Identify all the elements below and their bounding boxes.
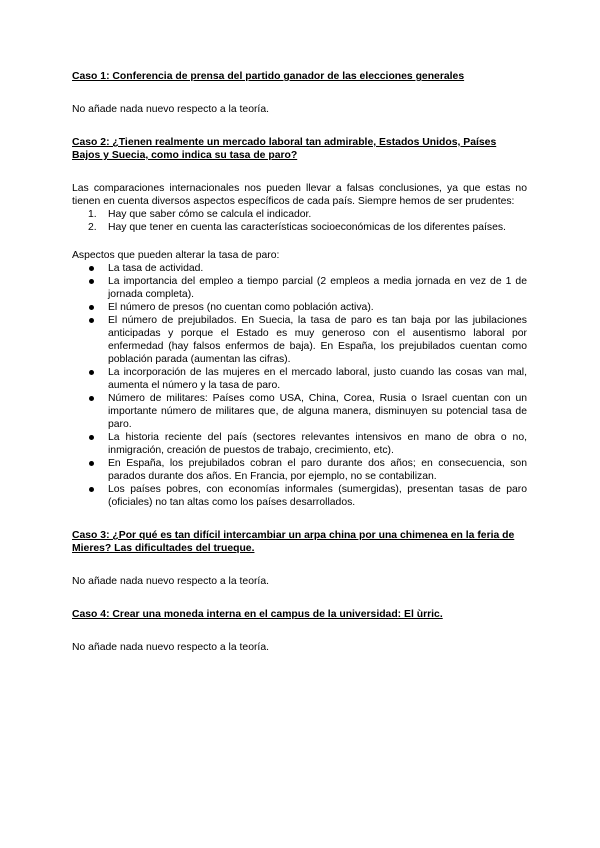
list-marker: 1. bbox=[88, 209, 97, 220]
list-item bbox=[72, 392, 527, 431]
list-item-text: La tasa de actividad. bbox=[108, 263, 204, 274]
aspects-title: Aspectos que pueden alterar la tasa de paro: bbox=[72, 250, 280, 261]
case-1-heading: Caso 1: Conferencia de prensa del partido ganador de las elecciones generales bbox=[72, 71, 465, 82]
list-item bbox=[72, 262, 527, 275]
list-item-text: El número de presos (no cuentan como población activa). bbox=[108, 302, 374, 313]
bullet-icon bbox=[89, 487, 94, 492]
list-item-text: La incorporación de las mujeres en el mercado laboral, justo cuando las cosas van mal, aumenta el número y la tasa de paro. bbox=[108, 367, 527, 391]
list-marker: 2. bbox=[88, 222, 97, 233]
bullet-icon bbox=[89, 266, 94, 271]
numbered-list bbox=[72, 208, 527, 234]
bullet-icon bbox=[89, 396, 94, 401]
list-item bbox=[72, 457, 527, 483]
list-item-text: Hay que saber cómo se calcula el indicador. bbox=[108, 209, 312, 220]
list-item bbox=[72, 275, 527, 301]
list-item bbox=[72, 208, 527, 221]
list-item bbox=[72, 221, 527, 234]
list-item-text: La importancia del empleo a tiempo parcial (2 empleos a media jornada en vez de 1 de jornada completa). bbox=[108, 276, 527, 300]
list-item-text: La historia reciente del país (sectores relevantes intensivos en mano de obra o no, inmigración, creación de puestos de trabajo, crecimiento, etc). bbox=[108, 432, 527, 456]
case-2-heading: Caso 2: ¿Tienen realmente un mercado laboral tan admirable, Estados Unidos, Países Bajos y Suecia, como indica su tasa de paro? bbox=[72, 137, 497, 161]
bullet-icon bbox=[89, 279, 94, 284]
list-item bbox=[72, 301, 527, 314]
list-item bbox=[72, 483, 527, 509]
list-item bbox=[72, 314, 527, 366]
list-item bbox=[72, 431, 527, 457]
case-4-text: No añade nada nuevo respecto a la teoría. bbox=[72, 642, 269, 653]
list-item bbox=[72, 366, 527, 392]
list-item-text: Los países pobres, con economías informales (sumergidas), presentan tasas de paro (oficiales) no tan altas como los países desarrollados. bbox=[108, 484, 527, 508]
bullet-icon bbox=[89, 370, 94, 375]
list-item-text: Número de militares: Países como USA, China, Corea, Rusia o Israel cuentan con un importante número de militares que, de alguna manera, disminuyen su potencial tasa de paro. bbox=[108, 393, 527, 430]
document-page bbox=[72, 70, 527, 654]
case-2-intro: Las comparaciones internacionales nos pueden llevar a falsas conclusiones, ya que estas no tienen en cuenta diversos aspectos específicos de cada país. Siempre hemos de ser prudentes: bbox=[72, 183, 527, 207]
case-1-text: No añade nada nuevo respecto a la teoría. bbox=[72, 104, 269, 115]
list-item-text: Hay que tener en cuenta las características socioeconómicas de los diferentes países. bbox=[108, 222, 506, 233]
case-4-heading: Caso 4: Crear una moneda interna en el campus de la universidad: El ùrric. bbox=[72, 609, 443, 620]
aspects-list bbox=[72, 262, 527, 509]
list-item-text: El número de prejubilados. En Suecia, la tasa de paro es tan baja por las jubilaciones anticipadas y porque el Estado es muy generoso con el ausentismo laboral por enfermedad (hay falsos enfermos de baja). En España, los prejubilados cuentan como población parada (aumentan las cifras). bbox=[108, 315, 527, 365]
bullet-icon bbox=[89, 461, 94, 466]
bullet-icon bbox=[89, 318, 94, 323]
bullet-icon bbox=[89, 435, 94, 440]
case-3-heading: Caso 3: ¿Por qué es tan difícil intercambiar un arpa china por una chimenea en la feria de Mieres? Las dificultades del trueque. bbox=[72, 530, 515, 554]
bullet-icon bbox=[89, 305, 94, 310]
list-item-text: En España, los prejubilados cobran el paro durante dos años; en consecuencia, son parados durante dos años. En Francia, por ejemplo, no se contabilizan. bbox=[108, 458, 527, 482]
case-3-text: No añade nada nuevo respecto a la teoría. bbox=[72, 576, 269, 587]
